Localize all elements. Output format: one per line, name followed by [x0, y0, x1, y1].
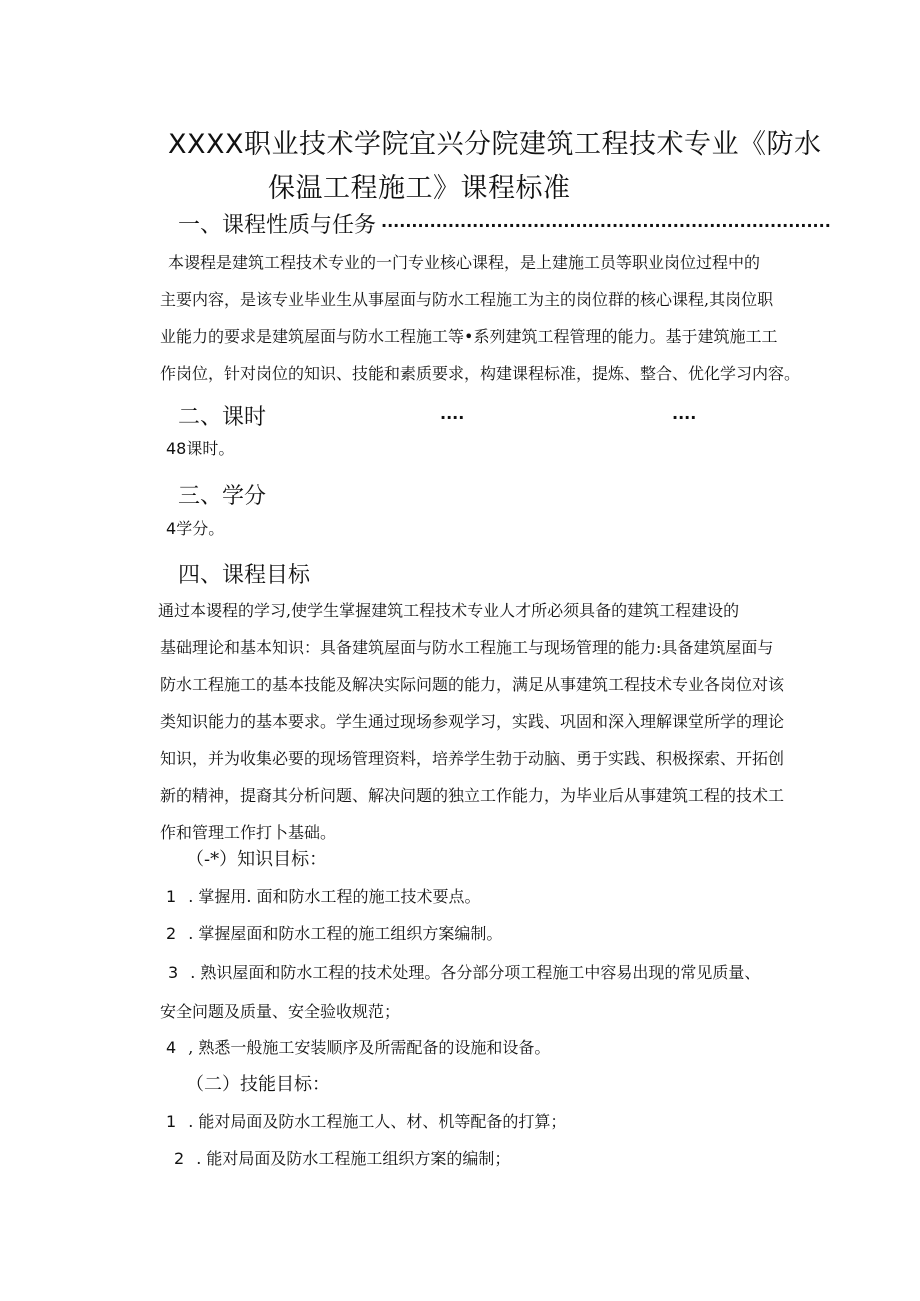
skill-item [174, 1140, 510, 1177]
section4-paragraph [160, 592, 800, 851]
paragraph-line: 通过本谡程的学习,使学生掌握建筑工程技术专业人才所必须具备的建筑工程建设的 [158, 601, 740, 620]
skill-goals-heading: （二）技能目标： [186, 1074, 330, 1095]
section2-dots-2: .... [672, 404, 697, 423]
section3-credits [166, 510, 224, 547]
document-title-line2: 保温工程施工》课程标准 [268, 173, 571, 204]
knowledge-item [168, 954, 760, 991]
item-number: 2 [174, 1149, 185, 1168]
paragraph-line: 基础理论和基本知识：具备建筑屋面与防水工程施工与现场管理的能力:具备建筑屋面与 [160, 638, 774, 657]
paragraph-line: 作岗位，针对岗位的知识、技能和素质要求，构建课程标准，提炼、整合、优化学习内容。 [160, 364, 801, 383]
paragraph-line: 作和管理工作打卜基础。 [160, 823, 337, 842]
item-number: 3 [168, 963, 179, 982]
item-text: . 熟识屋面和防水工程的技术处理。各分部分项工程施工中容易出现的常见质量、 [190, 963, 761, 982]
paragraph-line: 主要内容，是该专业毕业生从事屋面与防水工程施工为主的岗位群的核心课程,其岗位职 [160, 290, 774, 309]
item-text: . 掌握用. 面和防水工程的施工技术要点。 [188, 887, 481, 906]
knowledge-item [166, 915, 502, 952]
section4-heading: 四、课程目标 [178, 563, 311, 588]
section3-heading: 三、学分 [178, 484, 267, 509]
knowledge-goals-heading: （-*）知识目标： [186, 849, 328, 870]
knowledge-item-continuation [160, 993, 400, 1030]
section1-leader-dots: .......................................................................... [381, 212, 831, 231]
section2-hours [166, 430, 234, 467]
skill-item [166, 1103, 566, 1140]
section1-paragraph [160, 244, 800, 392]
section1-heading: 一、课程性质与任务 [178, 213, 377, 238]
paragraph-line: 本谡程是建筑工程技术专业的一门专业核心课程，是上建施工员等职业岗位过程中的 [168, 253, 761, 272]
item-text: . 能对局面及防水工程施工组织方案的编制； [196, 1149, 511, 1168]
knowledge-item [166, 878, 481, 915]
credit-value: 4 [166, 519, 177, 538]
paragraph-line: 新的精神，提裔其分析问题、解决问题的独立工作能力，为毕业后从事建筑工程的技术工 [160, 786, 785, 805]
item-number: 2 [166, 924, 177, 943]
item-number: 1 [166, 887, 177, 906]
item-number: 1 [166, 1112, 177, 1131]
credit-unit: 学分。 [176, 519, 225, 538]
knowledge-item [166, 1029, 550, 1066]
hours-unit: 课时。 [186, 439, 235, 458]
item-text: . 掌握屋面和防水工程的施工组织方案编制。 [188, 924, 503, 943]
item-number: 4 [166, 1038, 177, 1057]
item-text: , 熟悉一般施工安装顺序及所需配备的设施和设备。 [188, 1038, 551, 1057]
document-title-line1: XXXX职业技术学院宜兴分院建筑工程技术专业《防水 [168, 129, 822, 160]
item-text: 安全问题及质量、安全验收规范； [160, 1002, 401, 1021]
item-text: . 能对局面及防水工程施工人、材、机等配备的打算； [188, 1112, 567, 1131]
paragraph-line: 防水工程施工的基本技能及解决实际问题的能力，满足从事建筑工程技术专业各岗位对该 [160, 675, 785, 694]
hours-value: 48 [166, 439, 187, 458]
paragraph-line: 类知识能力的基本要求。学生通过现场参观学习，实践、巩固和深入理解课堂所学的理论 [160, 712, 785, 731]
paragraph-line: 业能力的要求是建筑屋面与防水工程施工等•系列建筑工程管理的能力。基于建筑施工工 [160, 327, 778, 346]
section2-dots-1: .... [440, 404, 465, 423]
paragraph-line: 知识，并为收集必要的现场管理资料，培养学生勃于动脑、勇于实践、积极探索、开拓创 [160, 749, 785, 768]
section2-heading: 二、课时 [178, 405, 267, 430]
